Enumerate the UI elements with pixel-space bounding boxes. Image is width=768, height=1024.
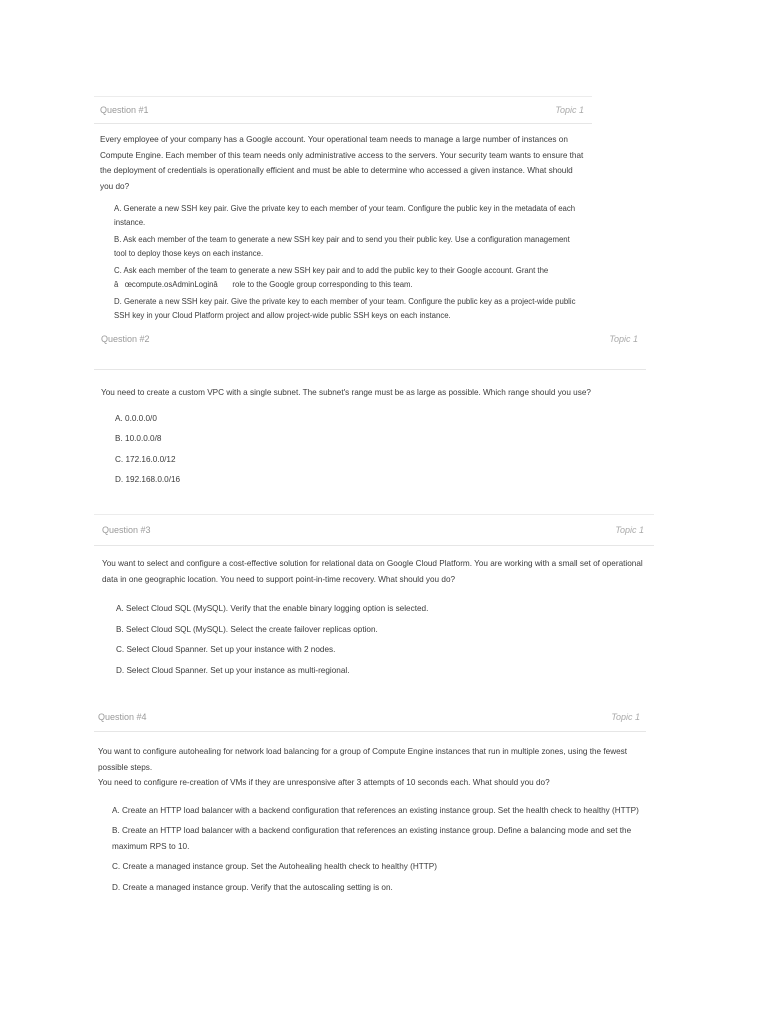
answer-option-b[interactable]: B. Select Cloud SQL (MySQL). Select the create failover replicas option. — [116, 624, 378, 634]
question-card-2 — [94, 326, 646, 504]
question-topic: Topic 1 — [611, 712, 640, 722]
question-text: You need to create a custom VPC with a single subnet. The subnet's range must be as large as possible. Which range should you use? — [101, 388, 591, 397]
question-header — [94, 96, 592, 124]
answer-option-a[interactable]: A. Select Cloud SQL (MySQL). Verify that the enable binary logging option is selected. — [116, 604, 429, 613]
question-number: Question #3 — [102, 525, 151, 535]
question-topic: Topic 1 — [615, 525, 644, 535]
question-text-line-1: You want to configure autohealing for network load balancing for a group of Compute Engine instances that run in multiple zones, using the fewest possible steps. — [98, 747, 628, 772]
answer-option-a[interactable]: A. 0.0.0.0/0 — [115, 413, 157, 423]
answer-option-d[interactable]: D. 192.168.0.0/16 — [115, 475, 181, 484]
answer-option-b[interactable]: B. 10.0.0.0/8 — [115, 434, 162, 443]
question-header — [94, 703, 646, 732]
question-header — [94, 326, 646, 370]
question-text — [94, 732, 646, 791]
question-text-line-2: You need to configure re-creation of VMs if they are unresponsive after 3 attempts of 10 seconds each. What should you do? — [98, 778, 550, 787]
question-card-1 — [94, 96, 592, 339]
answer-option-c[interactable]: C. 172.16.0.0/12 — [115, 454, 176, 464]
answer-option-d[interactable]: D. Generate a new SSH key pair. Give the private key to each member of your team. Configure the public key as a project-wide public SSH key in your Cloud Platform project and allow project-wide public SSH keys on each instance. — [114, 297, 576, 320]
question-text: You want to select and configure a cost-effective solution for relational data on Google Cloud Platform. You are working with a small set of operational data in one geographic location. You need to support point-in-time recovery. What should you do? — [102, 559, 643, 584]
question-card-3 — [94, 514, 654, 694]
answer-option-a[interactable]: A. Create an HTTP load balancer with a backend configuration that references an existing instance group. Set the health check to healthy (HTTP) — [112, 805, 639, 815]
answer-option-c[interactable]: C. Create a managed instance group. Set the Autohealing health check to healthy (HTTP) — [112, 862, 437, 871]
question-card-4 — [94, 703, 646, 911]
answer-option-b[interactable]: B. Create an HTTP load balancer with a backend configuration that references an existing instance group. Define a balancing mode and set the maximum RPS to 10. — [112, 826, 632, 851]
answer-options — [94, 194, 592, 323]
question-number: Question #1 — [100, 105, 149, 115]
answer-option-d[interactable]: D. Select Cloud Spanner. Set up your instance as multi-regional. — [116, 665, 350, 675]
answer-option-c[interactable]: C. Ask each member of the team to generate a new SSH key pair and to add the public key to their Google account. Grant the âœcompute.osAdminLoginâ role to the Google group corresponding to this team. — [114, 266, 549, 289]
answer-option-a[interactable]: A. Generate a new SSH key pair. Give the private key to each member of your team. Configure the public key in the metadata of each instance. — [114, 204, 576, 227]
answer-options — [94, 791, 646, 896]
question-topic: Topic 1 — [555, 105, 584, 115]
answer-options — [94, 587, 654, 678]
answer-option-b[interactable]: B. Ask each member of the team to generate a new SSH key pair and to send you their public key. Use a configuration management tool to deploy those keys on each instance. — [114, 235, 570, 258]
answer-option-d[interactable]: D. Create a managed instance group. Verify that the autoscaling setting is on. — [112, 882, 393, 892]
question-header — [94, 514, 654, 546]
question-topic: Topic 1 — [609, 334, 638, 344]
question-number: Question #2 — [101, 334, 150, 344]
answer-options — [94, 401, 646, 488]
question-number: Question #4 — [98, 712, 147, 722]
answer-option-c[interactable]: C. Select Cloud Spanner. Set up your instance with 2 nodes. — [116, 645, 336, 654]
question-text: Every employee of your company has a Google account. Your operational team needs to manage a large number of instances on Compute Engine. Each member of this team needs only administrative access to the servers. Your security team wants to ensure that the deployment of credentials is operationally efficient and must be able to determine who accessed a given instance. What should you do? — [100, 135, 584, 191]
